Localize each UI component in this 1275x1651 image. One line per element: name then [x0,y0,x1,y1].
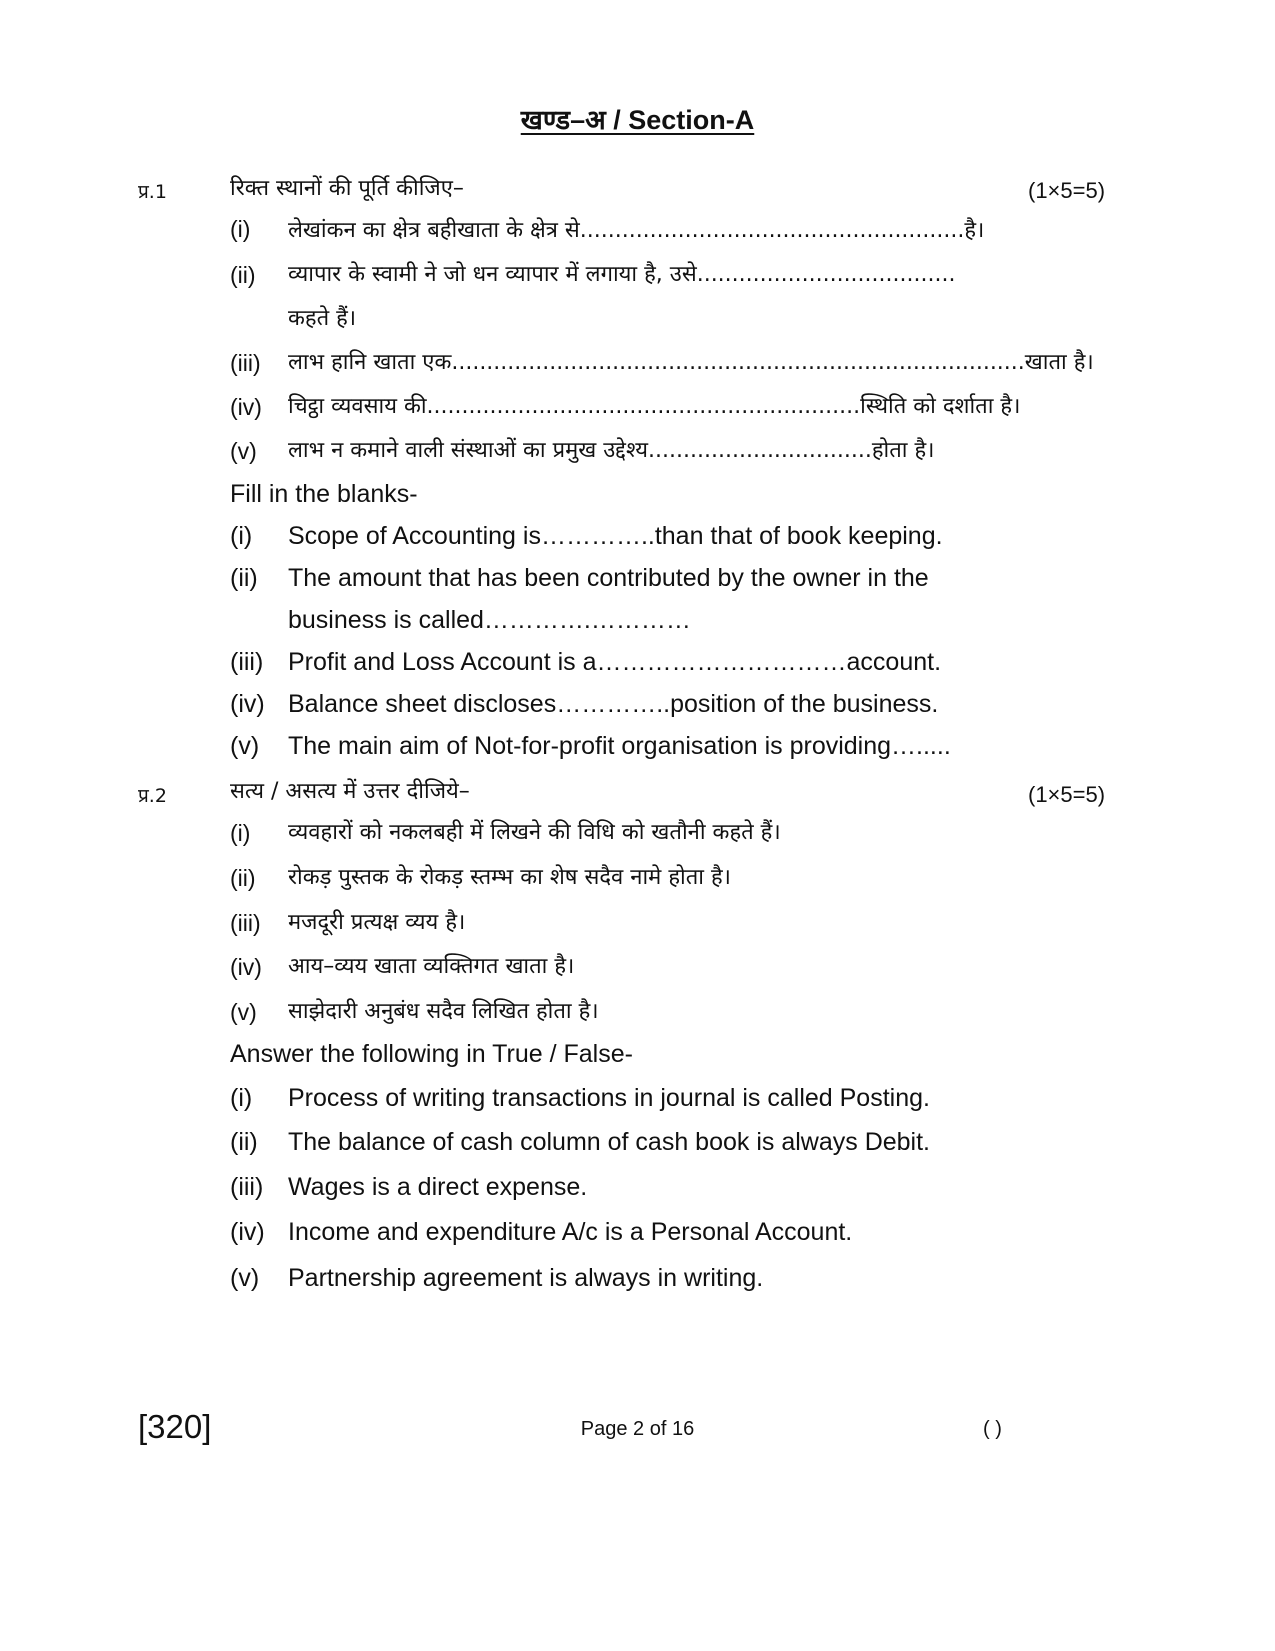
q1-hi-item-2-text: व्यापार के स्वामी ने जो धन व्यापार में लगाया है, उसे..................................... [288,262,956,287]
q2-en-item-1-number: (i) [230,1084,253,1112]
q2-hi-item-3-text: मजदूरी प्रत्यक्ष व्यय है। [288,910,466,935]
q1-hi-item-1-number: (i) [230,216,251,242]
question-1-marks: (1×5=5) [1028,178,1106,203]
q2-hi-item-1-text: व्यवहारों को नकलबही में लिखने की विधि को खतौनी कहते हैं। [288,820,781,845]
q2-en-item-1-text: Process of writing transactions in journal is called Posting. [288,1084,930,1112]
question-2-instruction-english: Answer the following in True / False- [230,1040,633,1068]
q1-hi-item-4-number: (iv) [230,394,262,420]
q1-en-item-3-number: (iii) [230,648,264,676]
q2-en-item-5-number: (v) [230,1264,260,1292]
q1-en-item-5-number: (v) [230,732,260,760]
q1-hi-item-2-continuation: कहते हैं। [288,306,357,331]
q2-hi-item-1-number: (i) [230,820,251,846]
q2-hi-item-4-text: आय–व्यय खाता व्यक्तिगत खाता है। [288,954,575,979]
question-2-instruction-hindi: सत्य / असत्य में उत्तर दीजिये– [230,779,470,804]
q2-en-item-4-number: (iv) [230,1218,265,1246]
q1-hi-item-5-text: लाभ न कमाने वाली संस्थाओं का प्रमुख उद्देश्य................................होता है। [288,438,935,463]
question-2-marks: (1×5=5) [1028,782,1106,807]
q1-hi-item-2-number: (ii) [230,262,256,288]
q1-en-item-2-text: The amount that has been contributed by the owner in the [288,564,929,592]
q1-en-item-2-number: (ii) [230,564,258,592]
q1-en-item-2-continuation: business is called………….………… [288,606,691,634]
q1-en-item-3-text: Profit and Loss Account is a…………………………account. [288,648,942,676]
q2-hi-item-5-number: (v) [230,999,257,1025]
q2-en-item-2-number: (ii) [230,1128,258,1156]
q2-hi-item-4-number: (iv) [230,954,262,980]
q1-hi-item-1-text: लेखांकन का क्षेत्र बहीखाता के क्षेत्र से.......................................................है। [288,218,985,243]
q1-hi-item-3-number: (iii) [230,350,261,376]
q2-hi-item-2-text: रोकड़ पुस्तक के रोकड़ स्तम्भ का शेष सदैव नामे होता है। [288,865,731,890]
q1-en-item-1-text: Scope of Accounting is…………..than that of book keeping. [288,522,943,550]
q2-hi-item-2-number: (ii) [230,865,256,891]
q1-en-item-4-number: (iv) [230,690,265,718]
q1-en-item-5-text: The main aim of Not-for-profit organisation is providing…..... [288,732,951,760]
section-title: खण्ड–अ / Section-A [520,105,755,135]
q1-hi-item-3-text: लाभ हानि खाता एक..................................................................................खाता है। [288,350,1094,375]
q1-en-item-1-number: (i) [230,522,253,550]
page-number: Page 2 of 16 [580,1418,695,1440]
q1-en-item-4-text: Balance sheet discloses…………..position of the business. [288,690,939,718]
q2-hi-item-5-text: साझेदारी अनुबंध सदैव लिखित होता है। [288,999,599,1024]
question-1-number: प्र.1 [138,181,167,203]
question-2-number: प्र.2 [138,785,167,807]
q2-en-item-5-text: Partnership agreement is always in writing. [288,1264,764,1292]
question-1-instruction-hindi: रिक्त स्थानों की पूर्ति कीजिए– [230,176,464,201]
q2-en-item-2-text: The balance of cash column of cash book is always Debit. [288,1128,931,1156]
q2-en-item-3-number: (iii) [230,1173,264,1201]
q2-en-item-3-text: Wages is a direct expense. [288,1173,588,1201]
footer-parentheses: ( ) [983,1418,1002,1440]
q1-hi-item-4-text: चिट्ठा व्यवसाय की..............................................................स्थिति को दर्शाता है। [288,394,1021,419]
question-1-instruction-english: Fill in the blanks- [230,480,418,508]
q2-en-item-4-text: Income and expenditure A/c is a Personal Account. [288,1218,853,1246]
paper-code: [320] [138,1408,212,1445]
q2-hi-item-3-number: (iii) [230,910,261,936]
q1-hi-item-5-number: (v) [230,438,257,464]
